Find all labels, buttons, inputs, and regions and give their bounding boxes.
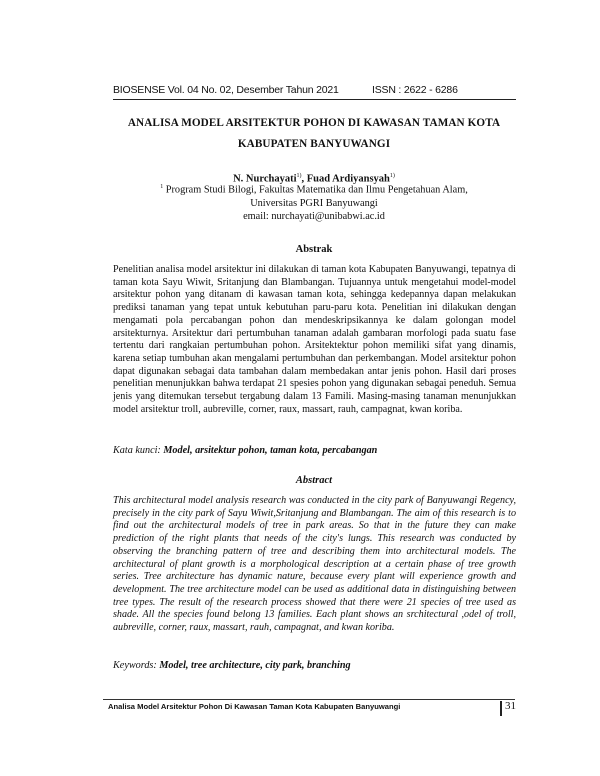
kata-kunci — [113, 445, 516, 456]
page-footer — [103, 699, 515, 716]
affiliation-mark: 1 — [160, 184, 164, 190]
author-name: N. Nurchayati — [233, 173, 297, 185]
page-number: 31 — [505, 700, 516, 712]
kata-kunci-values: Model, arsitektur pohon, taman kota, percabangan — [163, 445, 378, 456]
running-title: Analisa Model Arsitektur Pohon Di Kawasan Taman Kota Kabupaten Banyuwangi — [108, 702, 401, 711]
author-email: email: nurchayati@unibabwi.ac.id — [243, 211, 385, 223]
abstrak-heading: Abstrak — [295, 244, 333, 255]
abstract-text: This architectural model analysis research was conducted in the city park of Banyuwangi Regency, precisely in the city park of Sayu Wiwit,Sritanjung and Blambangan. The aim of this research is to find out the architectural models of tree in park areas. So that in the future they can make prediction of the right plants that needs of the city's lungs. This research was conducted by observing the branching pattern of tree and describing them into architectural models. The architectural of plant growth is a morphological description at a certain phase of tree growth series. Tree architecture has dynamic nature, because every plant will experience growth and development. The tree architecture model can be used as additional data in distinguishing between tree types. The result of the research process showed that there were 21 species of tree used as shade. All the species found belong 13 families. Each plant shows an srchitectural ,odel of troll, aubreville, corner, raux, massart, rauh, campagnat, and kwan koriba. — [113, 495, 516, 634]
author-affil-mark: 1) — [296, 173, 302, 179]
affiliation-line-1: $^1$ Program Studi Bilogi, Fakultas Matematika dan Ilmu Pengetahuan Alam, — [160, 184, 468, 196]
journal-citation: BIOSENSE Vol. 04 No. 02, Desember Tahun 2021 — [113, 84, 339, 96]
page-number-bar — [500, 701, 502, 716]
author-affil-mark: 1) — [389, 173, 395, 179]
journal-header — [113, 84, 513, 100]
issn-label: ISSN : 2622 - 6286 — [372, 84, 458, 96]
affiliation-line-2: Universitas PGRI Banyuwangi — [250, 197, 378, 209]
affiliation — [100, 181, 528, 224]
title-line-2: KABUPATEN BANYUWANGI — [237, 138, 391, 150]
keywords-values: Model, tree architecture, city park, branching — [159, 660, 351, 671]
author-separator: , — [301, 173, 307, 185]
kata-kunci-label: Kata kunci: — [113, 445, 161, 456]
keywords — [113, 660, 516, 671]
title-line-1: ANALISA MODEL ARSITEKTUR POHON DI KAWASAN TAMAN KOTA — [127, 117, 501, 129]
header-divider — [113, 99, 516, 100]
abstract-heading: Abstract — [295, 475, 333, 486]
keywords-label: Keywords: — [113, 660, 157, 671]
abstrak-text: Penelitian analisa model arsitektur ini dilakukan di taman kota Kabupaten Banyuwangi, tepatnya di taman kota Sayu Wiwit, Sritanjung dan Blambangan. Tujuannya untuk mengetahui model-model arsitektur pohon yang ditanam di kawasan taman kota, sehingga kedepannya dapan melakukan prediksi tanaman yang tepat untuk kebutuhan paru-paru kota. Penelitian ini dilakukan dengan mengamati pola percabangan pohon dan mendeskripsikannya ke dalam golongan model arsitekturnya. Arsitektur dari pertumbuhan tanaman adalah gambaran morfologi pada suatu fase tertentu dari rangkaian pertumbuhan pohon. Arsitektektur pohon memiliki sifat yang dinamis, karena setiap tumbuhan akan mengalami pertumbuhan dan perkembangan. Model arsitektur pohon dapat digunakan sebagai data tambahan dalam membedakan antar jenis pohon. Hasil dari proses penelitian menunjukkan bahwa terdapat 21 spesies pohon yang digunakan sebagai peneduh. Semua jenis yang ditemukan tersebut tergabung dalam 13 Famili. Masing-masing tanaman menunjukkan model arsitektur troll, aubreville, corner, raux, massart, rauh, campagnat, kwan koriba. — [113, 264, 516, 415]
paper-title — [100, 113, 528, 155]
author-name: Fuad Ardiyansyah — [306, 173, 390, 185]
